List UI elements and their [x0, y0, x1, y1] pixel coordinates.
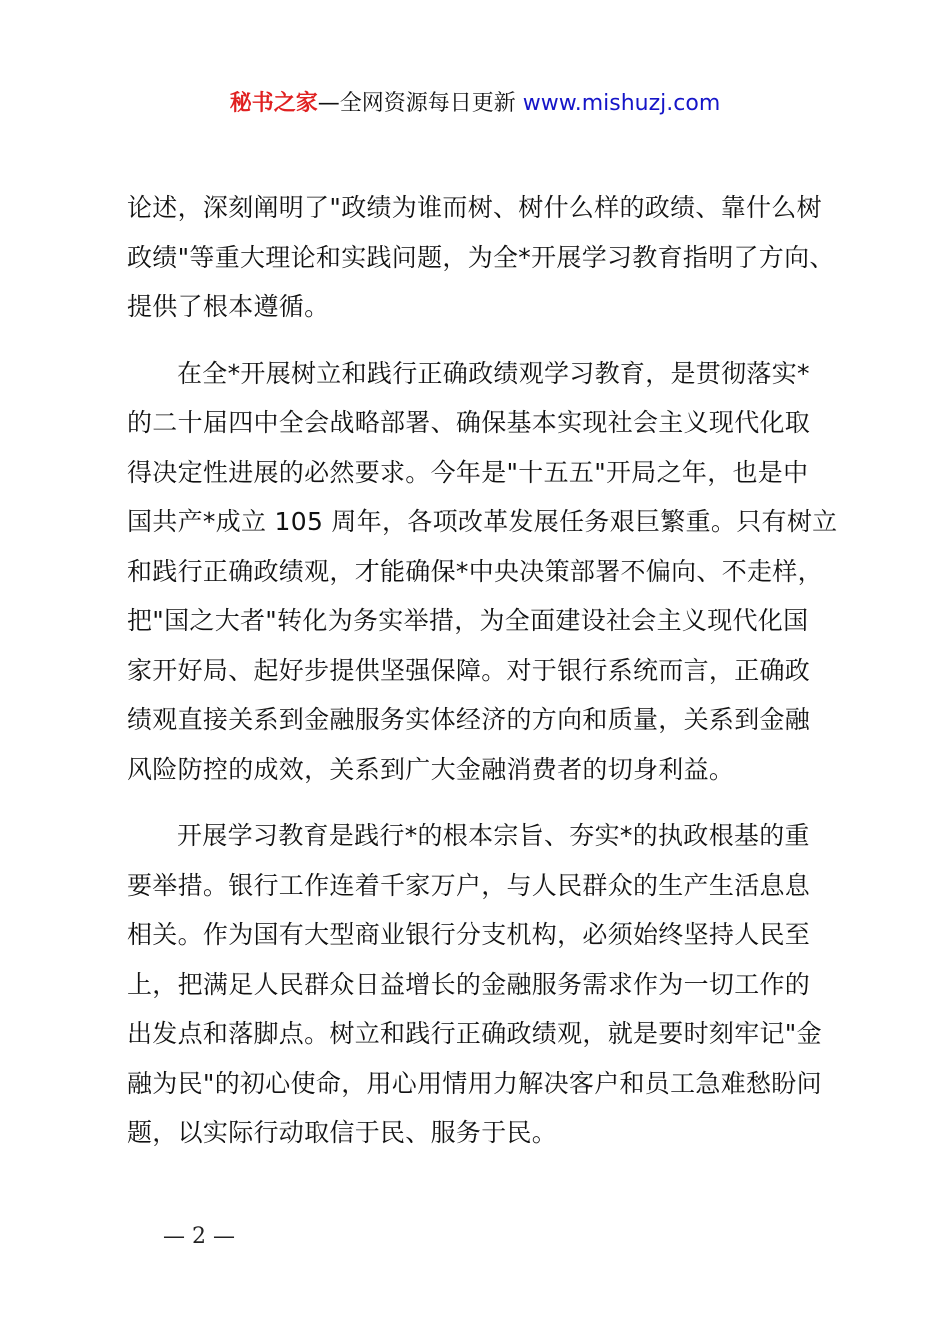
- text-line: 提供了根本遵循。: [127, 292, 330, 321]
- paragraph-2: [127, 349, 838, 795]
- page-number: — 2 —: [163, 1224, 235, 1249]
- text-line: 要举措。银行工作连着千家万户，与人民群众的生产生活息息: [127, 870, 811, 900]
- text-line: 政绩"等重大理论和实践问题，为全*开展学习教育指明了方向、: [127, 242, 835, 272]
- site-url-link[interactable]: www.mishuzj.com: [522, 91, 721, 116]
- paragraph-1: [127, 183, 835, 332]
- text-line: 出发点和落脚点。树立和践行正确政绩观，就是要时刻牢记"金: [127, 1019, 822, 1048]
- text-line: 得决定性进展的必然要求。今年是"十五五"开局之年，也是中: [127, 457, 809, 487]
- text-line: 上，把满足人民群众日益增长的金融服务需求作为一切工作的: [127, 969, 811, 999]
- text-line: 风险防控的成效，关系到广大金融消费者的切身利益。: [127, 754, 735, 784]
- brand-name: 秘书之家: [229, 91, 318, 116]
- document-body: [127, 183, 838, 1158]
- site-header: [0, 88, 950, 120]
- text-line: 家开好局、起好步提供坚强保障。对于银行系统而言，正确政: [127, 655, 811, 685]
- header-tagline: —全网资源每日更新: [317, 91, 516, 116]
- text-line: 的二十届四中全会战略部署、确保基本实现社会主义现代化取: [127, 408, 811, 437]
- text-line: 和践行正确政绩观，才能确保*中央决策部署不偏向、不走样，: [127, 556, 823, 586]
- text-line: 相关。作为国有大型商业银行分支机构，必须始终坚持人民至: [127, 920, 811, 949]
- text-line: 绩观直接关系到金融服务实体经济的方向和质量，关系到金融: [127, 705, 811, 734]
- paragraph-3: [127, 811, 827, 1158]
- text-line: 论述，深刻阐明了"政绩为谁而树、树什么样的政绩、靠什么树: [127, 193, 822, 222]
- text-line: 开展学习教育是践行*的根本宗旨、夯实*的执政根基的重: [177, 821, 810, 850]
- text-line: 融为民"的初心使命，用心用情用力解决客户和员工急难愁盼问: [127, 1068, 822, 1098]
- text-line: 在全*开展树立和践行正确政绩观学习教育，是贯彻落实*: [177, 358, 810, 388]
- text-line: 把"国之大者"转化为务实举措，为全面建设社会主义现代化国: [127, 606, 809, 635]
- text-line: 国共产*成立 105 周年，各项改革发展任务艰巨繁重。只有树立: [127, 507, 838, 536]
- text-line: 题，以实际行动取信于民、服务于民。: [127, 1118, 558, 1147]
